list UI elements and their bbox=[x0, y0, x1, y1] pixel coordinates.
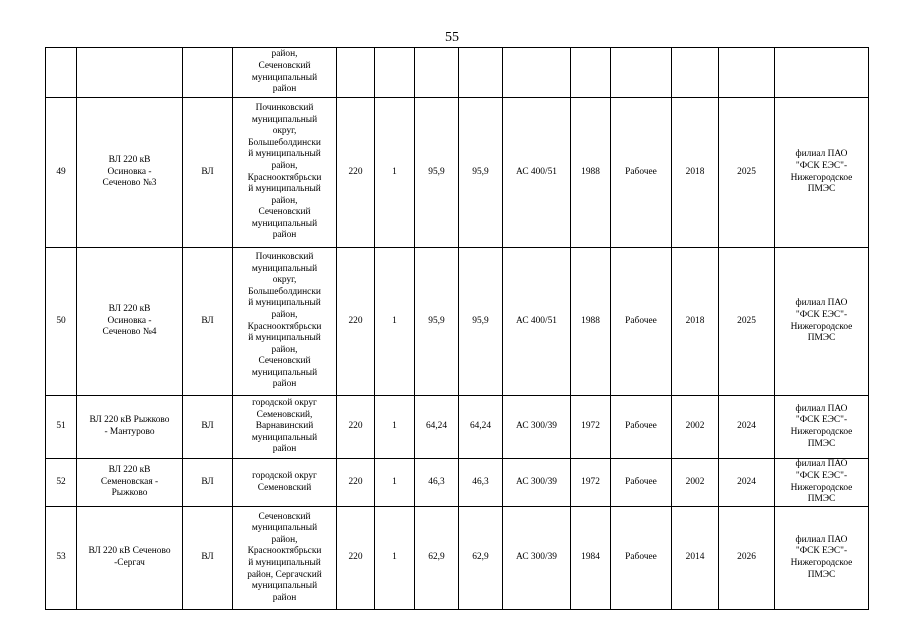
cell-circuits: 1 bbox=[375, 396, 415, 459]
cell-status: Рабочее bbox=[611, 507, 672, 610]
cell-year-b: 2025 bbox=[719, 248, 775, 396]
cell-wire: АС 300/39 bbox=[503, 396, 571, 459]
cell-year-built: 1972 bbox=[571, 396, 611, 459]
table-row bbox=[46, 48, 869, 98]
cell-voltage bbox=[337, 48, 375, 98]
cell-circuits: 1 bbox=[375, 98, 415, 248]
cell-length-share: 62,9 bbox=[459, 507, 503, 610]
cell-length-total: 64,24 bbox=[415, 396, 459, 459]
cell-year-a: 2002 bbox=[672, 459, 719, 507]
cell-district: Сеченовский муниципальный район, Краснооктябрьски й муниципальный район, Сергачский муниципальный район bbox=[233, 507, 337, 610]
cell-length-share: 64,24 bbox=[459, 396, 503, 459]
table-row bbox=[46, 507, 869, 610]
cell-status: Рабочее bbox=[611, 98, 672, 248]
cell-name bbox=[77, 48, 183, 98]
cell-district: городской округ Семеновский bbox=[233, 459, 337, 507]
cell-length-total: 62,9 bbox=[415, 507, 459, 610]
cell-year-built: 1984 bbox=[571, 507, 611, 610]
cell-name: ВЛ 220 кВ Сеченово -Сергач bbox=[77, 507, 183, 610]
cell-num: 50 bbox=[46, 248, 77, 396]
cell-num: 53 bbox=[46, 507, 77, 610]
table-row bbox=[46, 248, 869, 396]
cell-num: 49 bbox=[46, 98, 77, 248]
cell-circuits bbox=[375, 48, 415, 98]
cell-owner: филиал ПАО "ФСК ЕЭС"- Нижегородское ПМЭС bbox=[775, 459, 869, 507]
cell-owner: филиал ПАО "ФСК ЕЭС"- Нижегородское ПМЭС bbox=[775, 507, 869, 610]
cell-wire bbox=[503, 48, 571, 98]
cell-year-built: 1988 bbox=[571, 248, 611, 396]
cell-wire: АС 300/39 bbox=[503, 459, 571, 507]
cell-circuits: 1 bbox=[375, 459, 415, 507]
cell-type bbox=[183, 48, 233, 98]
page-number: 55 bbox=[445, 30, 459, 45]
cell-year-b: 2024 bbox=[719, 459, 775, 507]
cell-voltage: 220 bbox=[337, 248, 375, 396]
cell-wire: АС 400/51 bbox=[503, 248, 571, 396]
cell-owner: филиал ПАО "ФСК ЕЭС"- Нижегородское ПМЭС bbox=[775, 248, 869, 396]
cell-length-share: 95,9 bbox=[459, 248, 503, 396]
cell-length-total: 95,9 bbox=[415, 248, 459, 396]
cell-year-b: 2026 bbox=[719, 507, 775, 610]
cell-district: городской округ Семеновский, Варнавинский муниципальный район bbox=[233, 396, 337, 459]
cell-length-share bbox=[459, 48, 503, 98]
cell-year-built: 1972 bbox=[571, 459, 611, 507]
cell-year-a: 2018 bbox=[672, 248, 719, 396]
cell-voltage: 220 bbox=[337, 459, 375, 507]
cell-type: ВЛ bbox=[183, 459, 233, 507]
power-lines-table bbox=[45, 47, 869, 610]
cell-year-a bbox=[672, 48, 719, 98]
table-row bbox=[46, 396, 869, 459]
cell-circuits: 1 bbox=[375, 507, 415, 610]
cell-name: ВЛ 220 кВ Осиновка - Сеченово №3 bbox=[77, 98, 183, 248]
cell-owner: филиал ПАО "ФСК ЕЭС"- Нижегородское ПМЭС bbox=[775, 98, 869, 248]
cell-year-a: 2002 bbox=[672, 396, 719, 459]
cell-status: Рабочее bbox=[611, 396, 672, 459]
cell-status: Рабочее bbox=[611, 248, 672, 396]
cell-year-built bbox=[571, 48, 611, 98]
table-row bbox=[46, 459, 869, 507]
cell-length-total: 46,3 bbox=[415, 459, 459, 507]
cell-owner: филиал ПАО "ФСК ЕЭС"- Нижегородское ПМЭС bbox=[775, 396, 869, 459]
cell-district: район, Сеченовский муниципальный район bbox=[233, 48, 337, 98]
cell-year-b bbox=[719, 48, 775, 98]
cell-length-share: 95,9 bbox=[459, 98, 503, 248]
cell-num bbox=[46, 48, 77, 98]
cell-num: 52 bbox=[46, 459, 77, 507]
cell-year-a: 2014 bbox=[672, 507, 719, 610]
cell-type: ВЛ bbox=[183, 396, 233, 459]
cell-name: ВЛ 220 кВ Осиновка - Сеченово №4 bbox=[77, 248, 183, 396]
cell-wire: АС 400/51 bbox=[503, 98, 571, 248]
cell-district: Починковский муниципальный округ, Большеболдински й муниципальный район, Краснооктябрьски й муниципальный район, Сеченовский муниципальный район bbox=[233, 98, 337, 248]
cell-type: ВЛ bbox=[183, 507, 233, 610]
cell-voltage: 220 bbox=[337, 396, 375, 459]
cell-voltage: 220 bbox=[337, 98, 375, 248]
cell-year-b: 2025 bbox=[719, 98, 775, 248]
cell-length-total: 95,9 bbox=[415, 98, 459, 248]
cell-year-a: 2018 bbox=[672, 98, 719, 248]
cell-type: ВЛ bbox=[183, 248, 233, 396]
cell-year-built: 1988 bbox=[571, 98, 611, 248]
cell-name: ВЛ 220 кВ Семеновская - Рыжково bbox=[77, 459, 183, 507]
cell-district: Починковский муниципальный округ, Большеболдински й муниципальный район, Краснооктябрьски й муниципальный район, Сеченовский муниципальный район bbox=[233, 248, 337, 396]
cell-name: ВЛ 220 кВ Рыжково - Мантурово bbox=[77, 396, 183, 459]
cell-num: 51 bbox=[46, 396, 77, 459]
table-row bbox=[46, 98, 869, 248]
table-body bbox=[46, 48, 869, 610]
cell-year-b: 2024 bbox=[719, 396, 775, 459]
cell-status: Рабочее bbox=[611, 459, 672, 507]
cell-type: ВЛ bbox=[183, 98, 233, 248]
cell-wire: АС 300/39 bbox=[503, 507, 571, 610]
cell-circuits: 1 bbox=[375, 248, 415, 396]
cell-owner bbox=[775, 48, 869, 98]
cell-voltage: 220 bbox=[337, 507, 375, 610]
cell-length-total bbox=[415, 48, 459, 98]
cell-status bbox=[611, 48, 672, 98]
cell-length-share: 46,3 bbox=[459, 459, 503, 507]
